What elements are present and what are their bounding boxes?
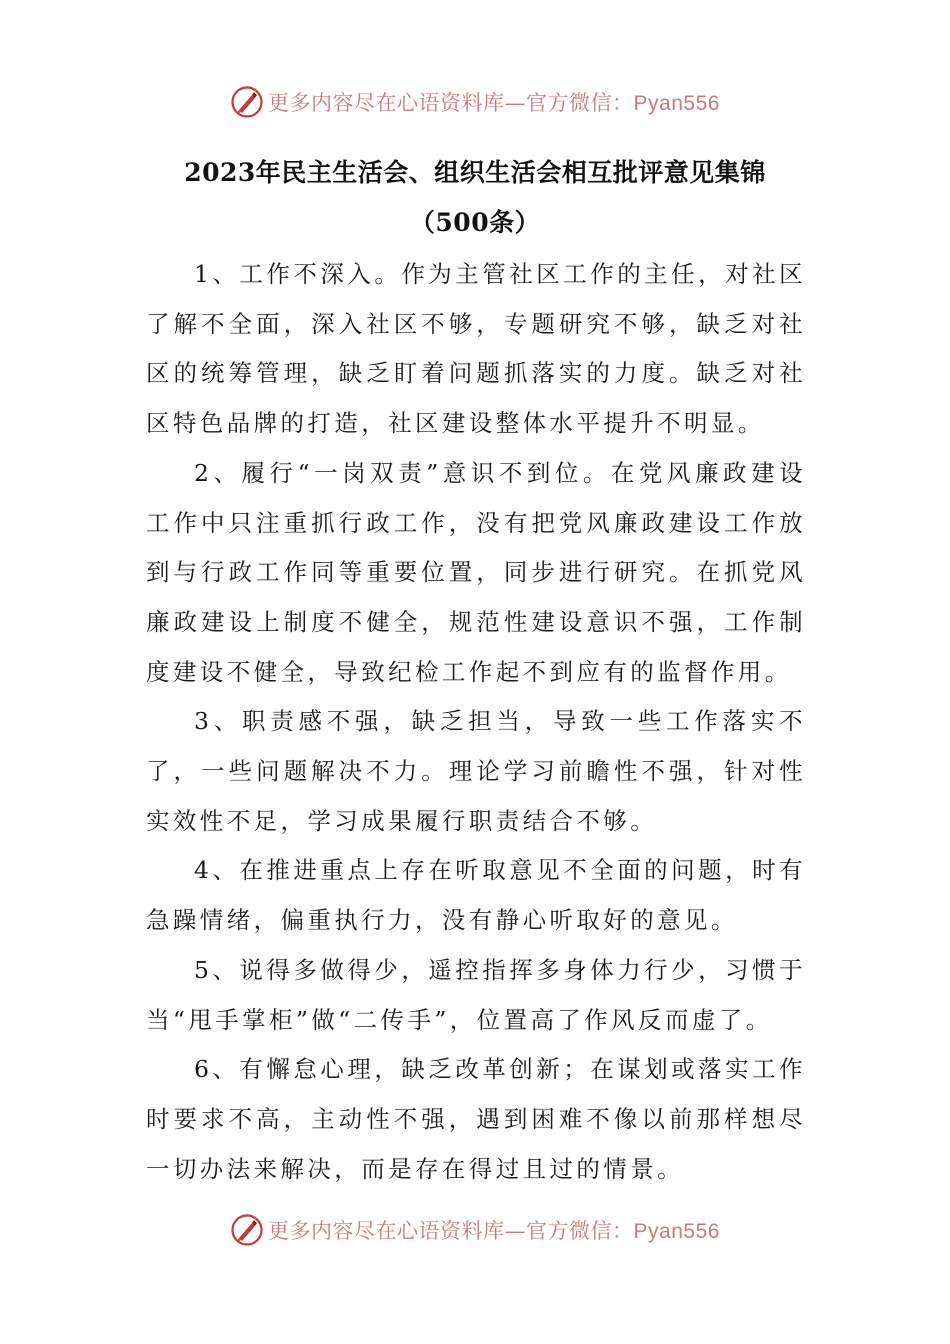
- watermark-wechat-id: Pyan556: [633, 92, 720, 115]
- paragraph-3: 3、职责感不强，缺乏担当，导致一些工作落实不了，一些问题解决不力。理论学习前瞻性不强，针对性实效性不足，学习成果履行职责结合不够。: [146, 707, 806, 835]
- watermark-header: [0, 82, 950, 122]
- document-title: 2023年民主生活会、组织生活会相互批评意见集锦: [184, 158, 766, 187]
- paragraph-2: 2、履行“一岗双责”意识不到位。在党风廉政建设工作中只注重抓行政工作，没有把党风廉政建设工作放到与行政工作同等重要位置，同步进行研究。在抓党风廉政建设上制度不健全，规范性建设意识不强，工作制度建设不健全，导致纪检工作起不到应有的监督作用。: [146, 458, 806, 686]
- watermark-cn: 更多内容尽在心语资料库—官方微信：: [268, 91, 634, 115]
- pen-logo-icon: [230, 1213, 264, 1247]
- pen-logo-icon: [230, 85, 264, 119]
- watermark-footer: [0, 1210, 950, 1250]
- paragraph-5: 5、说得多做得少，遥控指挥多身体力行少，习惯于当“甩手掌柜”做“二传手”，位置高了作风反而虚了。: [146, 955, 806, 1034]
- watermark-cn: 更多内容尽在心语资料库—官方微信：: [268, 1219, 634, 1243]
- paragraph-4: 4、在推进重点上存在听取意见不全面的问题，时有急躁情绪，偏重执行力，没有静心听取好的意见。: [146, 856, 806, 935]
- document-body: [146, 250, 806, 1194]
- watermark-text: [268, 87, 720, 117]
- paragraph-1: 1、工作不深入。作为主管社区工作的主任，对社区了解不全面，深入社区不够，专题研究不够，缺乏对社区的统筹管理，缺乏盯着问题抓落实的力度。缺乏对社区特色品牌的打造，社区建设整体水平提升不明显。: [146, 260, 806, 438]
- watermark-wechat-id: Pyan556: [633, 1220, 720, 1243]
- watermark-text: [268, 1215, 720, 1245]
- paragraph-6: 6、有懈怠心理，缺乏改革创新；在谋划或落实工作时要求不高，主动性不强，遇到困难不像以前那样想尽一切办法来解决，而是存在得过且过的情景。: [146, 1055, 806, 1183]
- document-subtitle: （500条）: [409, 208, 541, 237]
